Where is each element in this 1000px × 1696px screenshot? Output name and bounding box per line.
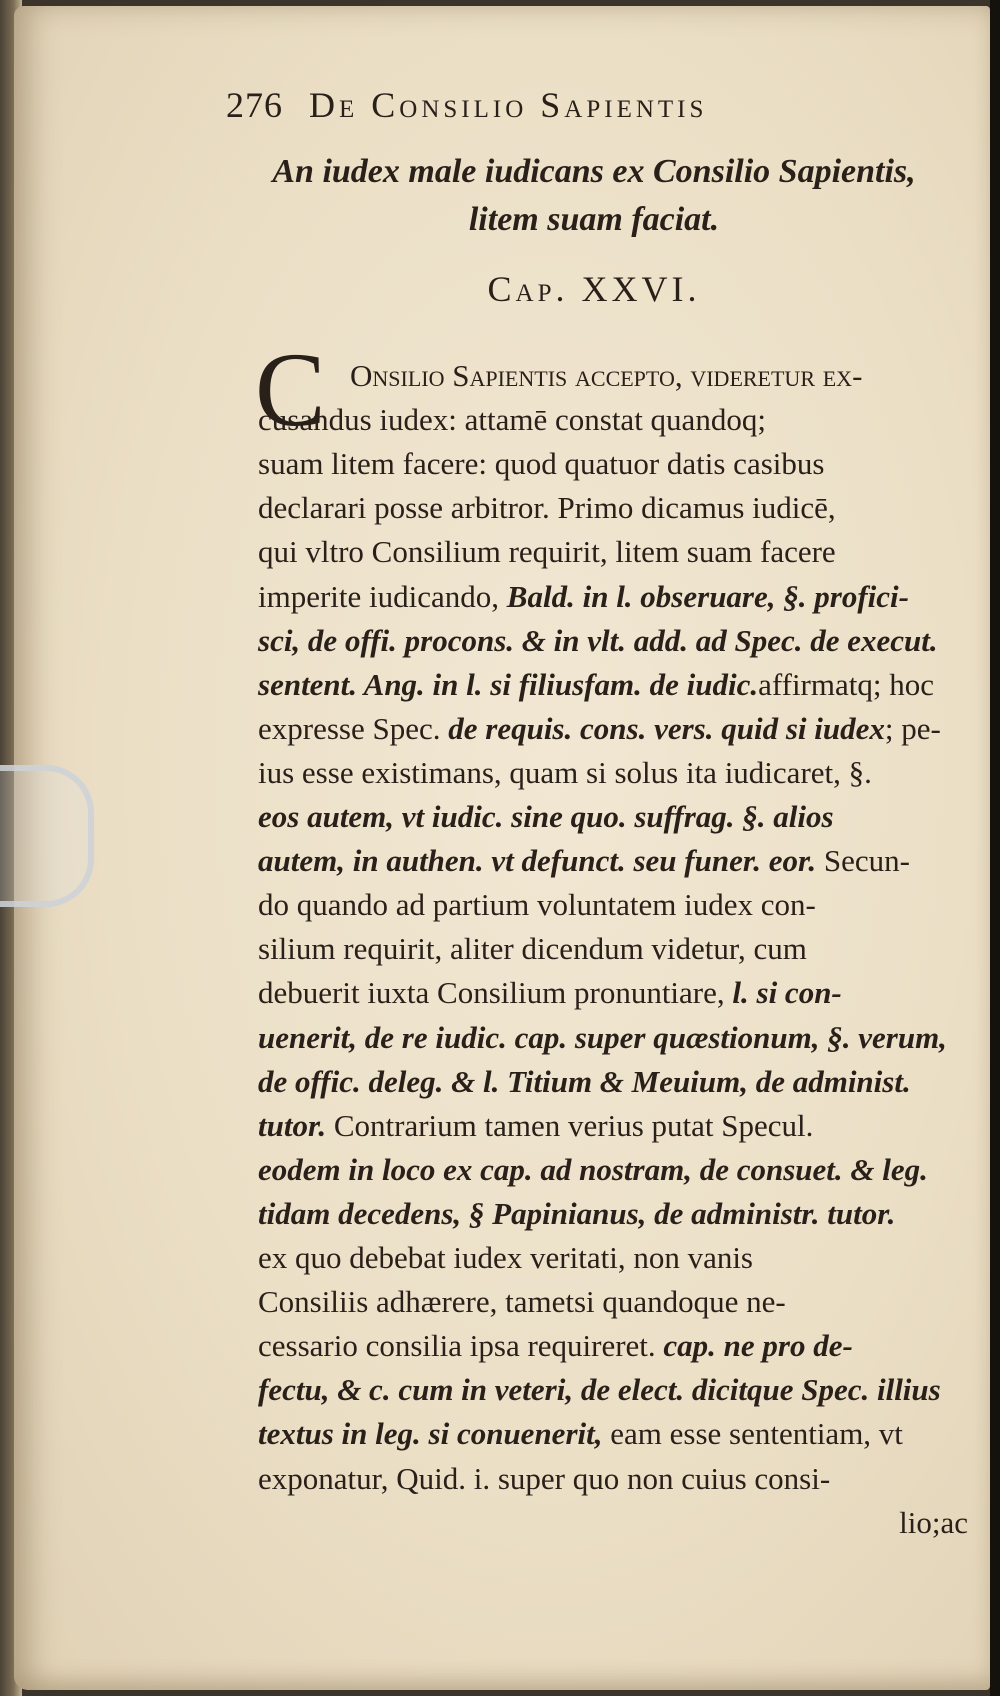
text-line	[258, 1457, 830, 1501]
line-text: debuerit iuxta Consilium pronuntiare,	[258, 975, 733, 1010]
text-line	[258, 1236, 753, 1280]
text-line	[258, 839, 910, 883]
text-line	[350, 354, 862, 398]
running-title: De Consilio Sapientis	[309, 85, 708, 125]
catchword: lio;ac	[899, 1505, 968, 1540]
text-line	[258, 398, 766, 442]
line-text: Secun-	[816, 843, 910, 878]
text-line	[258, 442, 824, 486]
citation-text: textus in leg. si conuenerit,	[258, 1416, 603, 1451]
chapter-title	[244, 148, 944, 244]
citation-text: eodem in loco ex cap. ad nostram, de consuet. & leg.	[258, 1152, 928, 1187]
citation-text: eos autem, vt iudic. sine quo. suffrag. §. alios	[258, 799, 834, 834]
line-text: qui vltro Consilium requirit, litem suam facere	[258, 534, 836, 569]
line-text: suam litem facere: quod quatuor datis casibus	[258, 446, 825, 481]
line-text: silium requirit, aliter dicendum videtur, cum	[258, 931, 807, 966]
text-line	[258, 486, 836, 530]
citation-text: sentent. Ang. in l. si filiusfam. de iudic.	[258, 667, 759, 702]
citation-text: de offic. deleg. & l. Titium & Meuium, de administ.	[258, 1064, 911, 1099]
line-text: do quando ad partium voluntatem iudex con-	[258, 887, 816, 922]
citation-text: uenerit, de re iudic. cap. super quæstionum, §. verum,	[258, 1020, 947, 1055]
text-line	[258, 751, 872, 795]
text-line	[258, 927, 807, 971]
text-line	[258, 619, 938, 663]
citation-text: Bald. in l. obseruare, §. profici-	[506, 579, 909, 614]
line-text: ius esse existimans, quam si solus ita iudicaret, §.	[258, 755, 872, 790]
citation-text: fectu, & c. cum in veteri, de elect. dicitque Spec. illius	[258, 1372, 941, 1407]
line-text: imperite iudicando,	[258, 579, 507, 614]
line-text: declarari posse arbitror. Primo dicamus iudicē,	[258, 490, 836, 525]
citation-text: de requis. cons. vers. quid si iudex	[448, 711, 885, 746]
text-line	[258, 1104, 813, 1148]
line-text: Consiliis adhærere, tametsi quandoque ne-	[258, 1284, 786, 1319]
text-line	[258, 883, 816, 927]
drop-capital: C	[255, 331, 326, 448]
citation-text: cap. ne pro de-	[663, 1328, 853, 1363]
text-line	[258, 1192, 895, 1236]
text-line	[258, 575, 909, 619]
line-text: affirmatq; hoc	[758, 667, 934, 702]
page-number: 276	[226, 85, 283, 125]
running-header	[226, 84, 946, 134]
line-text: cusandus iudex: attamē constat quandoq;	[258, 402, 766, 437]
text-line	[258, 1016, 947, 1060]
citation-text: l. si con-	[732, 975, 842, 1010]
text-line	[258, 1060, 911, 1104]
line-text: eam esse sententiam, vt	[602, 1416, 903, 1451]
line-text: expresse Spec.	[258, 711, 449, 746]
text-line	[258, 1324, 853, 1368]
text-line	[258, 1412, 903, 1456]
text-line	[258, 1368, 941, 1412]
text-line	[258, 530, 836, 574]
chapter-number: Cap. XXVI.	[487, 269, 701, 309]
line-text: Onsilio Sapientis accepto, videretur ex-	[350, 358, 863, 393]
text-line	[258, 971, 842, 1015]
line-text: ex quo debebat iudex veritati, non vanis	[258, 1240, 754, 1275]
text-line	[258, 663, 934, 707]
chapter-title-line-1: An iudex male iudicans ex Consilio Sapientis,	[272, 153, 916, 190]
chapter-title-line-2: litem suam faciat.	[468, 201, 720, 238]
citation-text: autem, in authen. vt defunct. seu funer. eor.	[258, 843, 817, 878]
line-text: exponatur, Quid. i. super quo non cuius consi-	[258, 1461, 831, 1496]
book-page	[14, 6, 990, 1690]
line-text: cessario consilia ipsa requireret.	[258, 1328, 664, 1363]
page-clip	[0, 765, 94, 907]
text-line	[258, 1148, 928, 1192]
line-text: Contrarium tamen verius putat Specul.	[326, 1108, 814, 1143]
text-line	[258, 707, 941, 751]
text-line	[258, 795, 834, 839]
citation-text: tutor.	[258, 1108, 327, 1143]
citation-text: sci, de offi. procons. & in vlt. add. ad Spec. de execut.	[258, 623, 938, 658]
scan-edge	[990, 0, 1000, 1696]
text-line	[258, 1280, 786, 1324]
citation-text: tidam decedens, § Papinianus, de administr. tutor.	[258, 1196, 896, 1231]
line-text: ; pe-	[884, 711, 941, 746]
